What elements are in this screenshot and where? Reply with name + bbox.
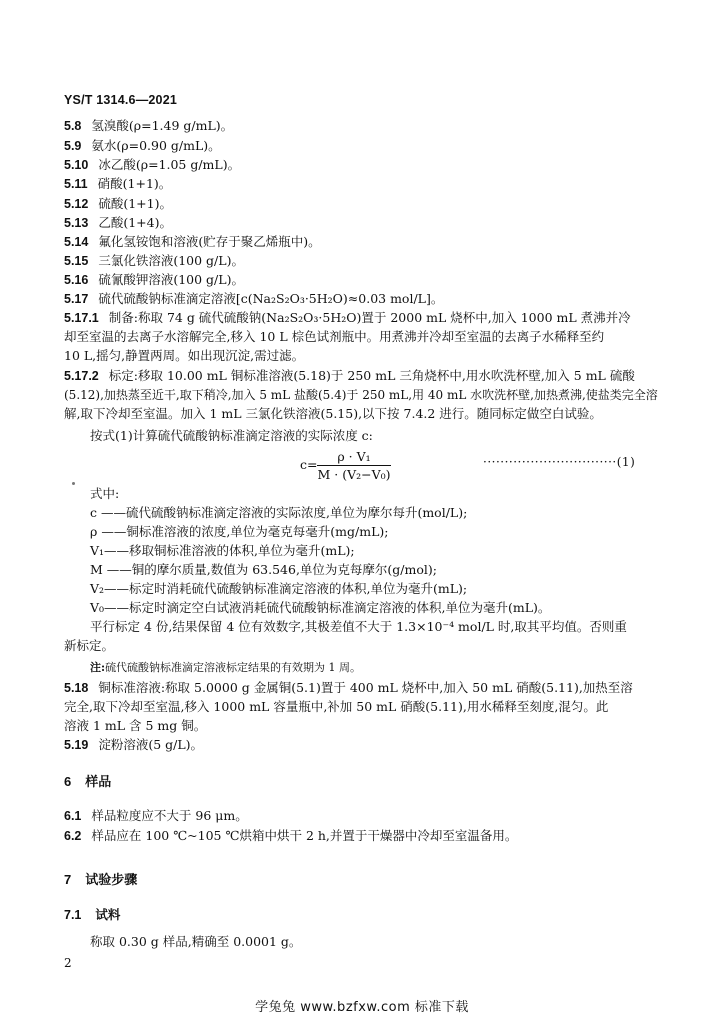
paragraph-line: 完全,取下冷却至室温,移入 1000 mL 容量瓶中,补加 50 mL 硝酸(5.11),用水稀释至刻度,混匀。此: [64, 699, 609, 714]
list-item: 5.8 氢溴酸(ρ=1.49 g/mL)。: [64, 118, 234, 133]
list-item: 6.2 样品应在 100 ℃~105 ℃烘箱中烘干 2 h,并置于干燥器中冷却至室温备用。: [64, 828, 518, 843]
paragraph-line: 解,取下冷却至室温。加入 1 mL 三氯化铁溶液(5.15),以下按 7.4.2 进行。随同标定做空白试验。: [64, 406, 602, 421]
list-item: 6.1 样品粒度应不大于 96 μm。: [64, 808, 248, 823]
variable-definition: V₁——移取铜标准溶液的体积,单位为毫升(mL);: [90, 543, 355, 558]
scan-speck: [72, 482, 75, 485]
formula-numerator: ρ · V₁: [317, 449, 390, 466]
list-item: 5.9 氨水(ρ=0.90 g/mL)。: [64, 138, 221, 153]
list-item: 5.19 淀粉溶液(5 g/L)。: [64, 737, 204, 752]
formula-1: c= $\frac{\text{ρ · V₁}}{\text{M · (V₂−V₀)}}$: [300, 449, 391, 482]
list-item: 5.17 硫代硫酸钠标准滴定溶液[c(Na₂S₂O₃·5H₂O)≈0.03 mol/L]。: [64, 291, 444, 306]
list-item: 5.12 硫酸(1+1)。: [64, 196, 172, 211]
list-item: 5.10 冰乙酸(ρ=1.05 g/mL)。: [64, 157, 241, 172]
formula-intro: 按式(1)计算硫代硫酸钠标准滴定溶液的实际浓度 c:: [90, 428, 373, 443]
paragraph-line: 平行标定 4 份,结果保留 4 位有效数字,其极差值不大于 1.3×10⁻⁴ mol/L 时,取其平均值。否则重: [90, 619, 627, 634]
list-item: 5.16 硫氰酸钾溶液(100 g/L)。: [64, 272, 244, 287]
watermark-footer: 学兔兔 www.bzfxw.com 标准下载: [255, 1000, 469, 1015]
paragraph-line: (5.12),加热蒸至近干,取下稍冷,加入 5 mL 盐酸(5.4)于 250 mL,用 40 mL 水吹洗杯壁,加热煮沸,使盐类完全溶: [64, 388, 658, 402]
paragraph-line: 溶液 1 mL 含 5 mg 铜。: [64, 718, 207, 733]
paragraph-5-17-2: 5.17.2 标定:移取 10.00 mL 铜标准溶液(5.18)于 250 mL 三角烧杯中,用水吹洗杯壁,加入 5 mL 硫酸: [64, 368, 635, 383]
formula-number: ·······························(1): [483, 455, 636, 469]
formula-denominator: M · (V₂−V₀): [317, 467, 391, 482]
paragraph-line: 称取 0.30 g 样品,精确至 0.0001 g。: [90, 934, 302, 949]
list-item: 5.15 三氯化铁溶液(100 g/L)。: [64, 253, 244, 268]
page-number: 2: [64, 956, 72, 970]
section-heading-7: 7 试验步骤: [64, 872, 138, 888]
standard-number-header: YS/T 1314.6—2021: [64, 93, 177, 107]
list-item: 5.11 硝酸(1+1)。: [64, 176, 172, 191]
variable-definition: M ——铜的摩尔质量,数值为 63.546,单位为克每摩尔(g/mol);: [90, 562, 437, 577]
subsection-heading-7-1: 7.1 试料: [64, 907, 121, 922]
variable-definition: ρ ——铜标准溶液的浓度,单位为毫克每毫升(mg/mL);: [90, 524, 389, 539]
paragraph-5-18: 5.18 铜标准溶液:称取 5.0000 g 金属铜(5.1)置于 400 mL 烧杯中,加入 50 mL 硝酸(5.11),加热至溶: [64, 680, 633, 695]
list-item: 5.14 氟化氢铵饱和溶液(贮存于聚乙烯瓶中)。: [64, 234, 321, 249]
paragraph-line: 10 L,摇匀,静置两周。如出现沉淀,需过滤。: [64, 348, 305, 363]
variable-definition: V₀——标定时滴定空白试液消耗硫代硫酸钠标准滴定溶液的体积,单位为毫升(mL)。: [90, 600, 551, 615]
list-item: 5.13 乙酸(1+4)。: [64, 215, 172, 230]
section-heading-6: 6 样品: [64, 774, 112, 790]
paragraph-line: 新标定。: [64, 638, 115, 653]
paragraph-line: 却至室温的去离子水溶解完全,移入 10 L 棕色试剂瓶中。用煮沸并冷却至室温的去离子水稀释至约: [64, 329, 605, 344]
paragraph-5-17-1: 5.17.1 制备:称取 74 g 硫代硫酸钠(Na₂S₂O₃·5H₂O)置于 2000 mL 烧杯中,加入 1000 mL 煮沸并冷: [64, 310, 631, 325]
note: 注:硫代硫酸钠标准滴定溶液标定结果的有效期为 1 周。: [90, 661, 362, 674]
variable-definition: V₂——标定时消耗硫代硫酸钠标准滴定溶液的体积,单位为毫升(mL);: [90, 581, 468, 596]
where-label: 式中:: [90, 486, 120, 501]
variable-definition: c ——硫代硫酸钠标准滴定溶液的实际浓度,单位为摩尔每升(mol/L);: [90, 505, 468, 520]
